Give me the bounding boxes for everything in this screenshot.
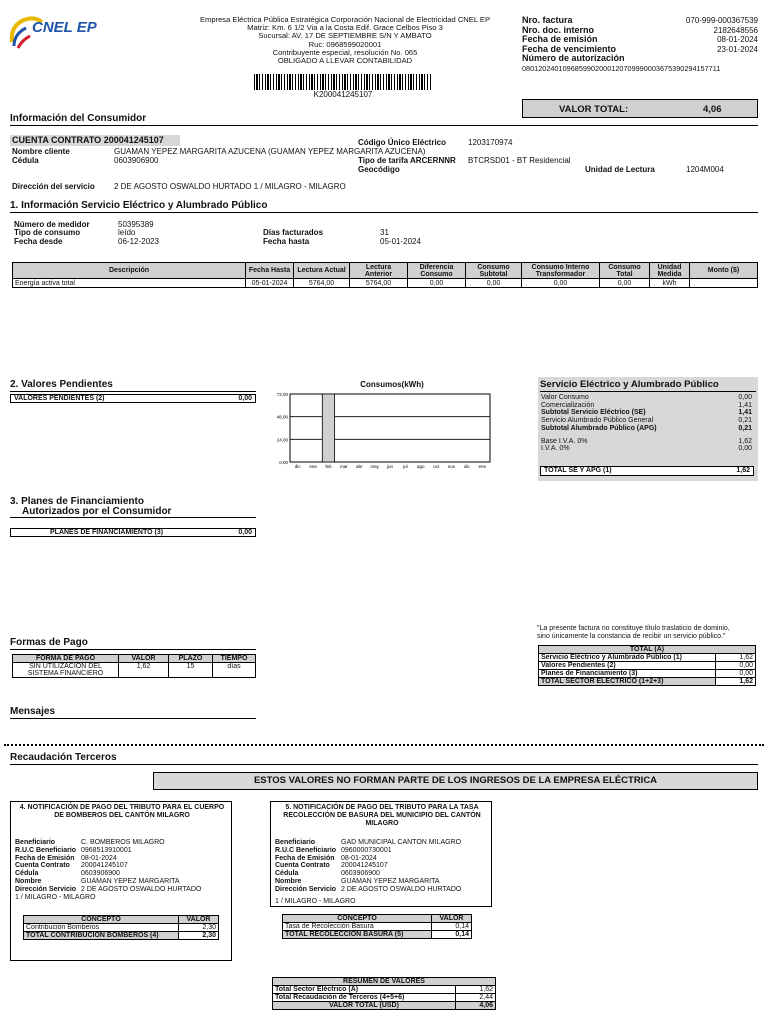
basura-field-label: Nombre	[275, 877, 302, 885]
total_a-row-value: 0,00	[716, 662, 756, 670]
fecha-emision-label: Fecha de emisión	[522, 34, 598, 45]
bomberos-field-label: R.U.C Beneficiario	[15, 846, 77, 854]
resumen-table	[272, 977, 496, 1010]
cuenta-label: CUENTA CONTRATO	[12, 135, 102, 145]
company-contribuyente: Contribuyente especial, resolución No. 065	[272, 47, 418, 57]
bomberos-field-label: Nombre	[15, 877, 42, 885]
nro-doc: 2182648556	[713, 25, 758, 35]
summary-row	[541, 394, 752, 402]
direccion-label: Dirección del servicio	[12, 182, 95, 191]
chart-x-tick: ene	[309, 464, 317, 469]
basura-field-label: Beneficiario	[275, 839, 316, 846]
table-row	[539, 662, 756, 670]
basura-field-value: 0603906900	[341, 870, 380, 878]
bomberos-box	[10, 801, 232, 961]
table-row	[283, 923, 472, 931]
summary-row-value: 0,21	[738, 417, 752, 425]
table-row	[273, 994, 496, 1002]
hasta-label: Fecha hasta	[263, 237, 310, 246]
chart-x-tick: mar	[339, 464, 348, 469]
bomberos-field	[15, 886, 229, 894]
basura-table	[282, 914, 472, 939]
bomberos-fields	[15, 839, 229, 894]
summary-total-label: TOTAL SE Y APG (1)	[544, 467, 612, 474]
basura-field	[275, 878, 489, 886]
cell-plazo: 15	[169, 663, 213, 678]
resumen-row-label: Total Recaudación de Terceros (4+5+6)	[273, 994, 456, 1002]
table-row	[539, 654, 756, 662]
bomberos-field	[15, 870, 229, 878]
basura-title: 5. NOTIFICACIÓN DE PAGO DEL TRIBUTO PARA LA TASA RECOLECCIÓN DE BASURA DEL MUNICIPIO DEL CANTÓN MILAGRO	[283, 804, 481, 827]
bomberos-field-label: Fecha de Emisión	[15, 854, 75, 862]
summary-row-value: 1,41	[738, 409, 752, 417]
col-interno: Consumo Interno Transformador	[522, 263, 600, 279]
bomberos-col-concepto: CONCEPTO	[24, 916, 179, 924]
terceros-banner: ESTOS VALORES NO FORMAN PARTE DE LOS INGRESOS DE LA EMPRESA ELÉCTRICA	[153, 772, 758, 790]
bomberos-field-value: 0603906900	[81, 870, 120, 878]
table-row	[24, 932, 219, 940]
basura-concept: Tasa de Recolección Basura	[283, 923, 432, 931]
total_a-row-value: 1,62	[716, 678, 756, 686]
unidad-value: 1204M004	[686, 165, 724, 174]
cell-fecha-hasta: 05-01-2024	[246, 279, 294, 288]
bomberos-field	[15, 839, 229, 847]
basura-total-value: 0,14	[432, 931, 472, 939]
pendientes-section-title: 2. Valores Pendientes	[10, 379, 256, 392]
summary-row	[541, 417, 752, 425]
bomberos-concept-value: 2,30	[179, 924, 219, 932]
bomberos-field-value: 2 DE AGOSTO OSWALDO HURTADO	[81, 885, 202, 893]
basura-field	[275, 862, 489, 870]
chart-x-tick: dic	[464, 464, 470, 469]
bomberos-concept: Contribución Bomberos	[24, 924, 179, 932]
chart-x-tick: dic	[294, 464, 301, 469]
summary-row-value: 0,21	[738, 424, 752, 432]
basura-field-value: 200041245107	[341, 862, 388, 870]
resumen-row-value: 2,44	[456, 994, 496, 1002]
summary-row	[541, 402, 752, 410]
col-lectura-anterior: Lectura Anterior	[350, 263, 408, 279]
total_a-row-label: Servicio Eléctrico y Alumbrado Público (1)	[539, 654, 716, 662]
basura-col-valor: VALOR	[432, 915, 472, 923]
basura-field-label: R.U.C Beneficiario	[275, 846, 337, 854]
cell-diferencia: 0,00	[408, 279, 466, 288]
basura-field-label: Cédula	[275, 870, 299, 878]
bomberos-field-value: 08-01-2024	[81, 854, 117, 862]
fecha-venc-label: Fecha de vencimiento	[522, 43, 617, 54]
bomberos-field-label: Cuenta Contrato	[15, 862, 70, 870]
tarifa-label: Tipo de tarifa ARCERNNR	[358, 156, 456, 165]
summary-row-label: Subtotal Servicio Eléctrico (SE)	[541, 409, 646, 417]
nota-legal	[537, 625, 759, 640]
total_a-row-label: Planes de Financiamiento (3)	[539, 670, 716, 678]
codigo-value: 1203170974	[468, 138, 513, 147]
basura-fields	[275, 839, 489, 894]
basura-box	[270, 801, 492, 907]
bomberos-field-value: GUAMAN YEPEZ MARGARITA	[81, 877, 180, 885]
barcode	[254, 74, 432, 90]
financiamiento-row	[10, 528, 256, 537]
cell-lectura-actual: 5764,00	[294, 279, 350, 288]
summary-row-value: 1,62	[738, 437, 752, 445]
basura-field-value: GUAMAN YEPEZ MARGARITA	[341, 877, 440, 885]
chart-x-tick: oct	[433, 464, 440, 469]
financiamiento-value: 0,00	[238, 529, 252, 536]
bomberos-title: 4. NOTIFICACIÓN DE PAGO DEL TRIBUTO PARA EL CUERPO DE BOMBEROS DEL CANTÓN MILAGRO	[19, 804, 225, 819]
dias-label: Días facturados	[263, 228, 324, 237]
cell-valor: 1,62	[119, 663, 169, 678]
cell-unidad: kWh	[650, 279, 690, 288]
table-row	[283, 931, 472, 939]
nro-factura: 070-999-000367539	[685, 16, 758, 25]
company-matriz: Matriz: Km. 6 1/2 Via a la Costa Edif. Grace Celbos Piso 3	[247, 23, 443, 33]
col-descripcion: Descripción	[13, 263, 246, 279]
company-info	[180, 16, 510, 65]
bomberos-field-label: Cédula	[15, 870, 39, 878]
total_a-row-value: 1,62	[716, 654, 756, 662]
cell-tiempo: días	[213, 663, 256, 678]
bomberos-col-valor: VALOR	[179, 916, 219, 924]
chart-x-tick: ene	[478, 464, 487, 469]
summary-row-label: I.V.A. 0%	[541, 445, 570, 453]
pago-section-title: Formas de Pago	[10, 637, 256, 650]
col-fecha-hasta: Fecha Hasta	[246, 263, 294, 279]
basura-field-value: 08-01-2024	[341, 854, 377, 862]
fecha-venc: 23-01-2024	[717, 44, 758, 54]
chart-plot-area	[290, 394, 490, 462]
geocodigo-label: Geocódigo	[358, 165, 400, 174]
basura-dir-cont: 1 / MILAGRO - MILAGRO	[275, 898, 356, 905]
cuenta-value: 200041245107	[103, 135, 164, 145]
summary-title: Servicio Eléctrico y Alumbrado Público	[540, 379, 756, 392]
col-valor: VALOR	[119, 655, 169, 663]
basura-field	[275, 870, 489, 878]
svg-text:CNEL EP: CNEL EP	[32, 19, 97, 36]
cedula-label: Cédula	[12, 156, 39, 165]
resumen-row-label: Total Sector Eléctrico (A)	[273, 986, 456, 994]
pago-header-row	[13, 655, 256, 663]
mensajes-title: Mensajes	[10, 706, 256, 719]
financiamiento-section-title: 3. Planes de Financiamiento Autorizados por el Consumidor	[10, 497, 256, 518]
bomberos-field-value: C. BOMBEROS MILAGRO	[81, 839, 165, 846]
chart-x-tick: jun	[386, 464, 394, 469]
tipo-label: Tipo de consumo	[14, 228, 81, 237]
total_a-row-label: Valores Pendientes (2)	[539, 662, 716, 670]
company-logo	[8, 12, 97, 52]
resumen-total-value: 4,06	[456, 1002, 496, 1010]
summary-row-value: 0,00	[738, 445, 752, 453]
cell-interno: 0,00	[522, 279, 600, 288]
col-subtotal: Consumo Subtotal	[466, 263, 522, 279]
bomberos-field	[15, 878, 229, 886]
company-ruc: Ruc: 0968599020001	[308, 39, 382, 49]
col-plazo: PLAZO	[169, 655, 213, 663]
resumen-header: RESUMEN DE VALORES	[273, 978, 496, 986]
basura-field-label: Fecha de Emisión	[275, 854, 335, 862]
autorizacion-label: Número de autorización	[522, 53, 625, 64]
total_a-row-value: 0,00	[716, 670, 756, 678]
bomberos-total-value: 2,30	[179, 932, 219, 940]
nota-line-1: "La presente factura no constituye título traslaticio de dominio,	[537, 625, 730, 632]
bomberos-field-value: 200041245107	[81, 862, 128, 870]
basura-field	[275, 847, 489, 855]
medidor-label: Número de medidor	[14, 220, 90, 229]
summary-rows	[541, 394, 752, 453]
pago-table	[12, 654, 256, 678]
cell-lectura-anterior: 5764,00	[350, 279, 408, 288]
valor-total-label: VALOR TOTAL:	[559, 104, 629, 115]
separator-dotted	[4, 744, 764, 746]
chart-x-tick: jul	[403, 464, 408, 469]
basura-concept-value: 0,14	[432, 923, 472, 931]
basura-field	[275, 839, 489, 847]
table-row	[539, 678, 756, 686]
tarifa-value: BTCRSD01 - BT Residencial	[468, 156, 571, 165]
summary-total-value: 1,62	[736, 467, 750, 474]
summary-row-label: Subtotal Alumbrado Público (APG)	[541, 424, 657, 432]
invoice-meta	[522, 16, 758, 74]
summary-row	[541, 445, 752, 453]
pendientes-row	[10, 394, 256, 403]
basura-field-value: 0960000730001	[341, 846, 392, 854]
cell-descripcion: Energía activa total	[13, 279, 246, 288]
valor-total: 4,06	[703, 104, 722, 115]
cedula-value: 0603906900	[114, 156, 159, 165]
desde-value: 06-12-2023	[118, 237, 159, 246]
nota-line-2: sino únicamente la constancia de recibir un servicio público."	[537, 632, 726, 640]
direccion-value: 2 DE AGOSTO OSWALDO HURTADO 1 / MILAGRO - MILAGRO	[114, 182, 346, 191]
barcode-text: K200041245107	[313, 90, 373, 99]
table-row	[24, 924, 219, 932]
basura-field	[275, 886, 489, 894]
summary-row	[541, 438, 752, 446]
cell-subtotal: 0,00	[466, 279, 522, 288]
bomberos-field	[15, 862, 229, 870]
company-sucursal: Sucursal: AV. 17 DE SEPTIEMBRE S/N Y AMBATO	[258, 31, 432, 41]
fecha-emision: 08-01-2024	[717, 35, 758, 45]
chart-x-tick: ago	[417, 464, 425, 469]
autorizacion: 0801202401096859902000120709990003675390294157711	[522, 63, 721, 73]
table-row	[13, 279, 758, 288]
basura-field	[275, 855, 489, 863]
pendientes-label: VALORES PENDIENTES (2)	[14, 395, 105, 402]
cuenta-contrato-bar	[10, 135, 180, 146]
tipo-value: leído	[118, 228, 136, 237]
codigo-label: Código Único Eléctrico	[358, 138, 447, 147]
summary-row-label: Comercialización	[541, 401, 595, 409]
consumption-header-row	[13, 263, 758, 279]
summary-row	[541, 409, 752, 417]
summary-row	[541, 425, 752, 433]
chart-y-tick: 0,00	[279, 460, 288, 465]
bomberos-table	[23, 915, 219, 940]
nro-factura-label: Nro. factura	[522, 15, 573, 25]
total-a-header: TOTAL (A)	[539, 646, 756, 654]
table-row	[273, 986, 496, 994]
table-row	[273, 1002, 496, 1010]
cell-total: 0,00	[600, 279, 650, 288]
resumen-row-value: 1,62	[456, 986, 496, 994]
pendientes-value: 0,00	[238, 395, 252, 402]
chart-y-tick: 72,00	[276, 392, 288, 397]
company-name: Empresa Eléctrica Pública Estratégica Corporación Nacional de Electricidad CNEL EP	[199, 15, 491, 24]
consumption-chart	[268, 390, 496, 470]
bomberos-total-label: TOTAL CONTRIBUCION BOMBEROS (4)	[24, 932, 179, 940]
total_a-row-label: TOTAL SECTOR ELECTRICO (1+2+3)	[539, 678, 716, 686]
hasta-value: 05-01-2024	[380, 237, 421, 246]
col-lectura-actual: Lectura Actual	[294, 263, 350, 279]
nombre-label: Nombre cliente	[12, 147, 70, 156]
basura-total-label: TOTAL RECOLECCION BASURA (5)	[283, 931, 432, 939]
financiamiento-label: PLANES DE FINANCIAMIENTO (3)	[50, 529, 164, 536]
table-row	[13, 663, 256, 678]
cell-forma: SIN UTILIZACION DEL SISTEMA FINANCIERO	[13, 663, 119, 678]
chart-x-tick: feb	[325, 464, 332, 469]
basura-field-label: Dirección Servicio	[275, 885, 337, 893]
bomberos-field-value: 0968513910001	[81, 846, 132, 854]
medidor-value: 50395389	[118, 220, 154, 229]
desde-label: Fecha desde	[14, 237, 63, 246]
bomberos-field	[15, 855, 229, 863]
company-contabilidad: OBLIGADO A LLEVAR CONTABILIDAD	[277, 56, 413, 66]
consumption-table	[12, 262, 758, 288]
col-forma-pago: FORMA DE PAGO	[13, 655, 119, 663]
summary-row-value: 1,41	[738, 401, 752, 409]
basura-field-value: 2 DE AGOSTO OSWALDO HURTADO	[341, 885, 462, 893]
col-total: Consumo Total	[600, 263, 650, 279]
col-unidad: Unidad Medida	[650, 263, 690, 279]
terceros-title: Recaudación Terceros	[10, 752, 758, 765]
cnel-logo-icon	[8, 12, 97, 52]
chart-y-tick: 24,00	[276, 437, 288, 443]
bomberos-dir-cont: 1 / MILAGRO - MILAGRO	[15, 894, 96, 901]
col-diferencia: Diferencia Consumo	[408, 263, 466, 279]
chart-x-tick: abr	[355, 464, 363, 469]
service-section-title: 1. Información Servicio Eléctrico y Alumbrado Público	[10, 200, 758, 213]
nro-doc-label: Nro. doc. interno	[522, 24, 594, 35]
summary-row-label: Valor Consumo	[541, 394, 589, 401]
col-monto: Monto ($)	[690, 263, 758, 279]
total-a-table	[538, 645, 756, 686]
dias-value: 31	[380, 228, 389, 237]
bomberos-field-label: Beneficiario	[15, 839, 56, 846]
chart-x-tick: may	[370, 464, 379, 469]
chart-bar	[322, 394, 334, 462]
bomberos-field	[15, 847, 229, 855]
resumen-total-label: VALOR TOTAL (USD)	[273, 1002, 456, 1010]
cell-monto	[690, 279, 758, 288]
summary-row-value: 0,00	[738, 394, 752, 401]
basura-col-concepto: CONCEPTO	[283, 915, 432, 923]
summary-panel	[538, 377, 758, 481]
unidad-label: Unidad de Lectura	[585, 165, 655, 174]
chart-title: Consumos(kWh)	[360, 380, 424, 389]
col-tiempo: TIEMPO	[213, 655, 256, 663]
chart-y-tick: 48,00	[276, 414, 288, 420]
nombre-value: GUAMAN YEPEZ MARGARITA AZUCENA (GUAMAN YEPEZ MARGARITA AZUCENA)	[114, 147, 426, 156]
bomberos-field-label: Dirección Servicio	[15, 885, 77, 893]
summary-total-row	[540, 466, 754, 476]
basura-field-label: Cuenta Contrato	[275, 862, 330, 870]
basura-field-value: GAD MUNICIPAL CANTON MILAGRO	[341, 839, 462, 846]
summary-row-label: Base I.V.A. 0%	[541, 437, 588, 445]
consumer-section-title: Información del Consumidor	[10, 113, 758, 126]
summary-row-label: Servicio Alumbrado Público General	[541, 417, 654, 425]
table-row	[539, 670, 756, 678]
chart-x-tick: nov	[447, 464, 456, 469]
